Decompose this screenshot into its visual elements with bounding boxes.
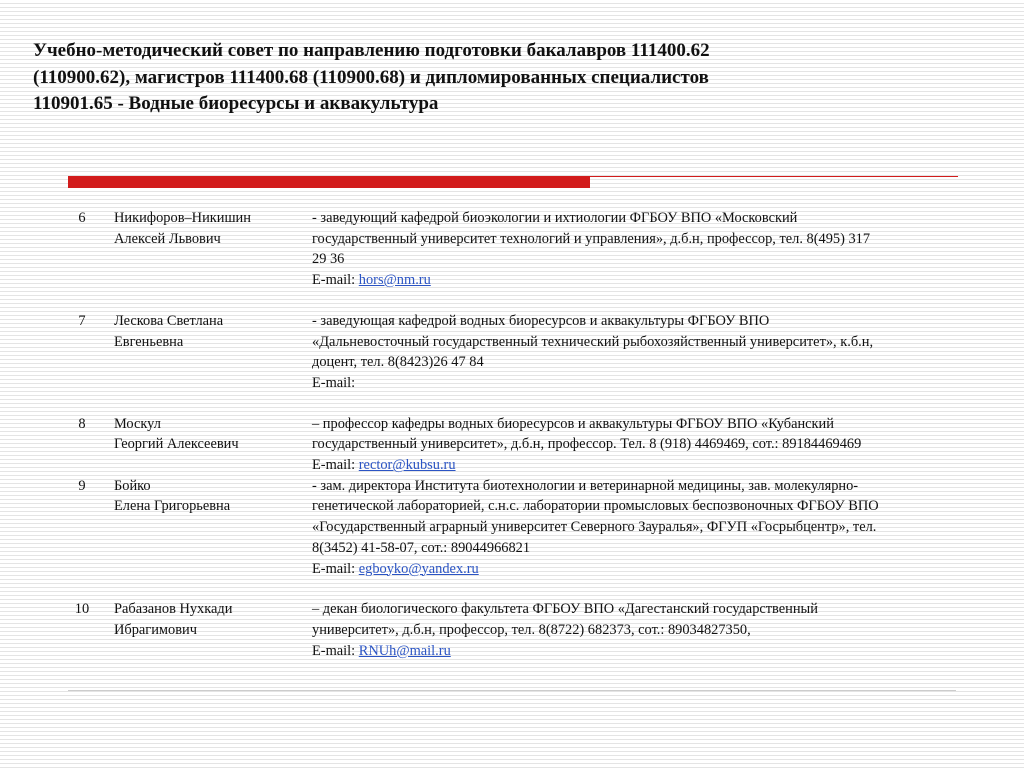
member-number: 8: [78, 415, 86, 432]
member-name: [96, 599, 312, 661]
member-desc-line: доцент, тел. 8(8423)26 47 84: [312, 354, 484, 371]
member-name-line: Георгий Алексеевич: [114, 436, 239, 453]
email-link[interactable]: rector@kubsu.ru: [358, 457, 456, 474]
member-name: [96, 311, 312, 394]
member-number: 9: [78, 477, 86, 494]
member-name: [96, 208, 312, 291]
divider-bar: [68, 176, 590, 188]
member-email-line: [312, 559, 988, 580]
member-name-line: Алексей Львович: [114, 230, 221, 247]
member-name: [96, 414, 312, 476]
member-row: [68, 414, 988, 476]
member-description: [312, 414, 988, 476]
email-link[interactable]: egboyko@yandex.ru: [358, 560, 479, 577]
email-label: E-mail:: [312, 560, 359, 577]
member-desc-line: 29 36: [312, 251, 345, 268]
member-name-line: Лескова Светлана: [114, 312, 224, 329]
member-name-line: Никифоров–Никишин: [114, 210, 251, 226]
member-description: [312, 476, 988, 580]
bottom-divider: [68, 690, 956, 691]
title-divider: [68, 176, 958, 188]
member-email-line: [312, 641, 988, 662]
member-name-line: Ибрагимович: [114, 621, 197, 638]
member-description: [312, 311, 988, 394]
divider-thin-line: [590, 176, 958, 177]
member-email-line: [312, 455, 988, 476]
email-label: E-mail:: [312, 272, 359, 289]
member-desc-line: – профессор кафедры водных биоресурсов и аквакультуры ФГБОУ ВПО «Кубанский: [312, 415, 834, 432]
slide-title: [33, 38, 873, 118]
member-name-line: Рабазанов Нухкади: [114, 601, 233, 618]
member-desc-line: «Государственный аграрный университет Северного Зауралья», ФГУП «Госрыбцентр», тел.: [312, 519, 877, 536]
member-row: [68, 311, 988, 394]
member-email-line: [312, 373, 988, 394]
member-name-line: Елена Григорьевна: [114, 498, 231, 515]
member-desc-line: университет», д.б.н, профессор, тел. 8(8722) 682373, сот.: 89034827350,: [312, 621, 751, 638]
member-desc-line: генетической лабораторией, с.н.с. лаборатории промысловых беспозвоночных ФГБОУ ВПО: [312, 498, 879, 515]
member-desc-line: государственный университет технологий и управления», д.б.н, профессор, тел. 8(495) 317: [312, 230, 871, 247]
email-label: E-mail:: [312, 642, 359, 659]
member-name-line: Москул: [114, 415, 161, 432]
member-desc-line: государственный университет», д.б.н, профессор. Тел. 8 (918) 4469469, сот.: 89184469469: [312, 436, 862, 453]
member-desc-line: 8(3452) 41-58-07, сот.: 89044966821: [312, 539, 531, 556]
member-desc-line: «Дальневосточный государственный технический рыбохозяйственный университет», к.б.н,: [312, 333, 874, 350]
email-link[interactable]: RNUh@mail.ru: [358, 642, 451, 659]
member-desc-line: - зам. директора Института биотехнологии и ветеринарной медицины, зав. молекулярно-: [312, 477, 859, 494]
member-row: [68, 599, 988, 661]
title-line: 110901.65 - Водные биоресурсы и аквакультура: [33, 93, 439, 114]
members-list: [68, 208, 988, 661]
member-description: [312, 208, 988, 291]
member-name-line: Бойко: [114, 477, 151, 494]
email-label: E-mail:: [312, 374, 356, 391]
member-description: [312, 599, 988, 661]
member-row: [68, 476, 988, 580]
member-email-line: [312, 270, 988, 291]
member-row: [68, 208, 988, 291]
member-desc-line: – декан биологического факультета ФГБОУ ВПО «Дагестанский государственный: [312, 601, 818, 618]
member-desc-line: - заведующая кафедрой водных биоресурсов и аквакультуры ФГБОУ ВПО: [312, 312, 770, 329]
email-link[interactable]: hors@nm.ru: [358, 272, 431, 289]
member-number: 10: [74, 601, 90, 618]
title-line: (110900.62), магистров 111400.68 (110900.68) и дипломированных специалистов: [33, 66, 709, 88]
member-desc-line: - заведующий кафедрой биоэкологии и ихтиологии ФГБОУ ВПО «Московский: [312, 210, 798, 226]
member-name: [96, 476, 312, 580]
member-number: 6: [78, 210, 86, 226]
member-number: 7: [78, 312, 86, 329]
title-line: Учебно-методический совет по направлению подготовки бакалавров 111400.62: [33, 40, 710, 61]
email-label: E-mail:: [312, 457, 359, 474]
member-name-line: Евгеньевна: [114, 333, 184, 350]
